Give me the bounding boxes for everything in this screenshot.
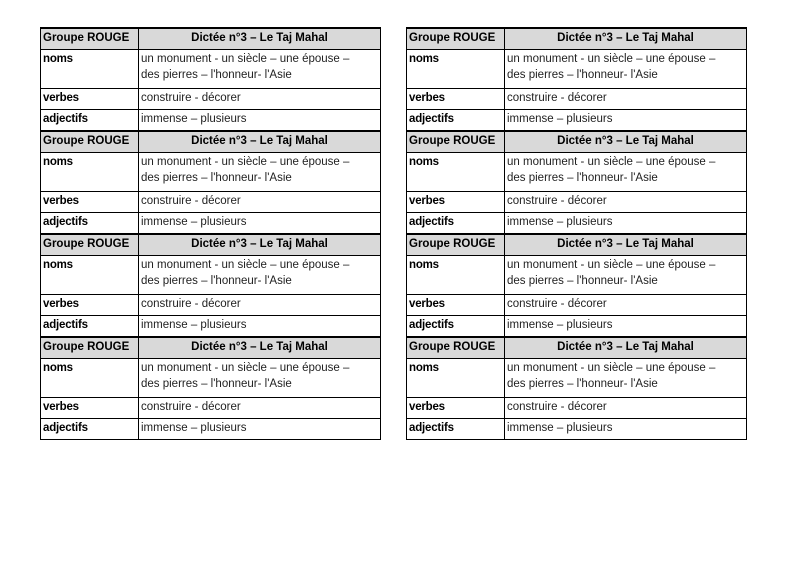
card-header — [407, 234, 747, 256]
group-label: Groupe ROUGE — [407, 131, 505, 153]
noms-value: un monument - un siècle – une épouse – des pierres – l'honneur- l'Asie — [505, 359, 747, 398]
card-header — [41, 28, 381, 50]
noms-value: un monument - un siècle – une épouse – des pierres – l'honneur- l'Asie — [505, 256, 747, 295]
verbes-label: verbes — [41, 398, 139, 419]
card-header — [407, 337, 747, 359]
verbes-value: construire - décorer — [139, 89, 381, 110]
left-column — [40, 27, 381, 440]
verbes-value: construire - décorer — [139, 398, 381, 419]
verbes-value: construire - décorer — [505, 295, 747, 316]
adjectifs-row — [407, 419, 747, 440]
card-header — [407, 28, 747, 50]
verbes-label: verbes — [407, 398, 505, 419]
noms-row — [41, 359, 381, 398]
card-header — [41, 337, 381, 359]
dictee-title: Dictée n°3 – Le Taj Mahal — [505, 234, 747, 256]
verbes-label: verbes — [41, 192, 139, 213]
adjectifs-label: adjectifs — [41, 110, 139, 132]
verbes-row — [41, 295, 381, 316]
group-label: Groupe ROUGE — [41, 28, 139, 50]
dictee-title: Dictée n°3 – Le Taj Mahal — [139, 234, 381, 256]
dictee-card-table — [406, 27, 747, 440]
adjectifs-value: immense – plusieurs — [139, 110, 381, 132]
noms-label: noms — [407, 153, 505, 192]
noms-value: un monument - un siècle – une épouse – des pierres – l'honneur- l'Asie — [139, 153, 381, 192]
adjectifs-row — [41, 419, 381, 440]
group-label: Groupe ROUGE — [407, 234, 505, 256]
adjectifs-label: adjectifs — [407, 419, 505, 440]
noms-row — [407, 256, 747, 295]
noms-label: noms — [41, 256, 139, 295]
adjectifs-value: immense – plusieurs — [505, 110, 747, 132]
noms-label: noms — [407, 359, 505, 398]
verbes-row — [41, 192, 381, 213]
adjectifs-row — [407, 316, 747, 338]
dictee-card-table — [40, 27, 381, 440]
dictee-title: Dictée n°3 – Le Taj Mahal — [139, 337, 381, 359]
adjectifs-value: immense – plusieurs — [139, 316, 381, 338]
adjectifs-value: immense – plusieurs — [505, 316, 747, 338]
adjectifs-value: immense – plusieurs — [505, 419, 747, 440]
dictee-title: Dictée n°3 – Le Taj Mahal — [139, 131, 381, 153]
adjectifs-label: adjectifs — [41, 419, 139, 440]
dictee-title: Dictée n°3 – Le Taj Mahal — [505, 28, 747, 50]
adjectifs-row — [41, 213, 381, 235]
verbes-label: verbes — [407, 192, 505, 213]
noms-row — [41, 256, 381, 295]
noms-row — [407, 50, 747, 89]
dictee-title: Dictée n°3 – Le Taj Mahal — [505, 337, 747, 359]
dictee-title: Dictée n°3 – Le Taj Mahal — [505, 131, 747, 153]
adjectifs-row — [41, 316, 381, 338]
noms-value: un monument - un siècle – une épouse – des pierres – l'honneur- l'Asie — [139, 50, 381, 89]
adjectifs-label: adjectifs — [407, 110, 505, 132]
verbes-value: construire - décorer — [505, 398, 747, 419]
noms-value: un monument - un siècle – une épouse – des pierres – l'honneur- l'Asie — [505, 50, 747, 89]
noms-label: noms — [41, 153, 139, 192]
adjectifs-row — [41, 110, 381, 132]
adjectifs-label: adjectifs — [407, 213, 505, 235]
noms-row — [41, 50, 381, 89]
verbes-label: verbes — [407, 295, 505, 316]
dictee-title: Dictée n°3 – Le Taj Mahal — [139, 28, 381, 50]
noms-label: noms — [41, 50, 139, 89]
adjectifs-label: adjectifs — [41, 213, 139, 235]
verbes-value: construire - décorer — [139, 192, 381, 213]
verbes-row — [407, 192, 747, 213]
verbes-row — [41, 398, 381, 419]
adjectifs-value: immense – plusieurs — [139, 213, 381, 235]
noms-label: noms — [41, 359, 139, 398]
verbes-row — [407, 398, 747, 419]
verbes-value: construire - décorer — [505, 192, 747, 213]
adjectifs-value: immense – plusieurs — [505, 213, 747, 235]
adjectifs-row — [407, 110, 747, 132]
card-header — [41, 131, 381, 153]
noms-label: noms — [407, 50, 505, 89]
group-label: Groupe ROUGE — [41, 337, 139, 359]
group-label: Groupe ROUGE — [407, 28, 505, 50]
noms-value: un monument - un siècle – une épouse – des pierres – l'honneur- l'Asie — [139, 359, 381, 398]
adjectifs-label: adjectifs — [407, 316, 505, 338]
verbes-row — [407, 89, 747, 110]
right-column — [406, 27, 747, 440]
adjectifs-label: adjectifs — [41, 316, 139, 338]
verbes-value: construire - décorer — [139, 295, 381, 316]
noms-row — [41, 153, 381, 192]
group-label: Groupe ROUGE — [41, 234, 139, 256]
group-label: Groupe ROUGE — [41, 131, 139, 153]
noms-value: un monument - un siècle – une épouse – des pierres – l'honneur- l'Asie — [139, 256, 381, 295]
noms-row — [407, 153, 747, 192]
adjectifs-row — [407, 213, 747, 235]
verbes-row — [407, 295, 747, 316]
verbes-label: verbes — [407, 89, 505, 110]
noms-value: un monument - un siècle – une épouse – des pierres – l'honneur- l'Asie — [505, 153, 747, 192]
adjectifs-value: immense – plusieurs — [139, 419, 381, 440]
verbes-label: verbes — [41, 295, 139, 316]
group-label: Groupe ROUGE — [407, 337, 505, 359]
verbes-label: verbes — [41, 89, 139, 110]
noms-label: noms — [407, 256, 505, 295]
verbes-row — [41, 89, 381, 110]
verbes-value: construire - décorer — [505, 89, 747, 110]
card-header — [407, 131, 747, 153]
noms-row — [407, 359, 747, 398]
card-header — [41, 234, 381, 256]
